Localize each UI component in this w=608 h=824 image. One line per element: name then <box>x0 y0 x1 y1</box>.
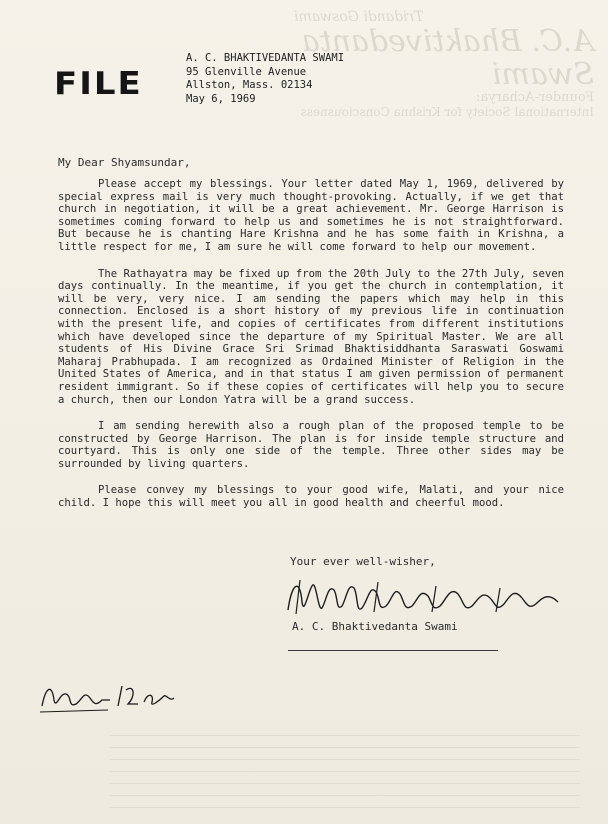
handwritten-note-drawing <box>38 676 178 716</box>
ghost-line-3: Founder-Acharya: <box>476 90 594 106</box>
handwritten-signature <box>282 572 572 624</box>
ghost-line-1: Tridandi Goswami <box>294 9 424 25</box>
bleed-through-text <box>110 735 580 815</box>
sender-name: A. C. BHAKTIVEDANTA SWAMI <box>186 52 345 64</box>
ghost-line-2: A.C. Bhaktivedanta Swami <box>301 24 594 93</box>
sender-address-block <box>186 52 344 106</box>
paragraph-1: Please accept my blessings. Your letter dated May 1, 1969, delivered by special express mail is very much thought-provoking. Actually, if we get that church in negotiation, it will be a great achievement. Mr. George Harrison is sometimes coming forward to help us and sometimes he is not straightforward. But because he is chanting Hare Krishna and he has some faith in Krishna, a little respect for me, I am sure he will come forward to help our movement. <box>58 178 564 253</box>
signature-rule <box>288 650 498 651</box>
sender-street: 95 Glenville Avenue <box>186 65 307 78</box>
handwritten-enclosure-note <box>38 676 178 716</box>
paragraph-2: The Rathayatra may be fixed up from the 20th July to the 27th July, seven days continually. In the meantime, if you get the church in contemplation, it will be very, very nice. I am sending the papers which may help in this connection. Enclosed is a short history of my previous life in continuation with the present life, and copies of certificates from different institutions which have developed since the departure of my Spiritual Master. We are all students of His Divine Grace Sri Srimad Bhaktisiddhanta Saraswati Goswami Maharaj Prabhupada. I am recognized as Ordained Minister of Religion in the United States of America, and in that status I am given permission of permanent resident immigrant. So if these copies of certificates will help you to secure a church, then our London Yatra will be a grand success. <box>58 267 564 406</box>
paragraph-3: I am sending herewith also a rough plan of the proposed temple to be constructed by George Harrison. The plan is for inside temple structure and courtyard. This is only one side of the temple. Three other sides may be surrounded by living quarters. <box>58 420 564 470</box>
letter-body <box>58 178 564 524</box>
sender-city: Allston, Mass. 02134 <box>186 79 313 91</box>
ghost-line-4: International Society for Krishna Consciousness <box>300 104 594 119</box>
paragraph-4: Please convey my blessings to your good wife, Malati, and your nice child. I hope this will meet you all in good health and cheerful mood. <box>58 484 564 510</box>
closing: Your ever well-wisher, <box>290 555 436 568</box>
file-stamp: FILE <box>54 65 143 103</box>
letter-date: May 6, 1969 <box>186 92 256 105</box>
signatory-name: A. C. Bhaktivedanta Swami <box>292 620 458 633</box>
salutation: My Dear Shyamsundar, <box>58 156 191 169</box>
